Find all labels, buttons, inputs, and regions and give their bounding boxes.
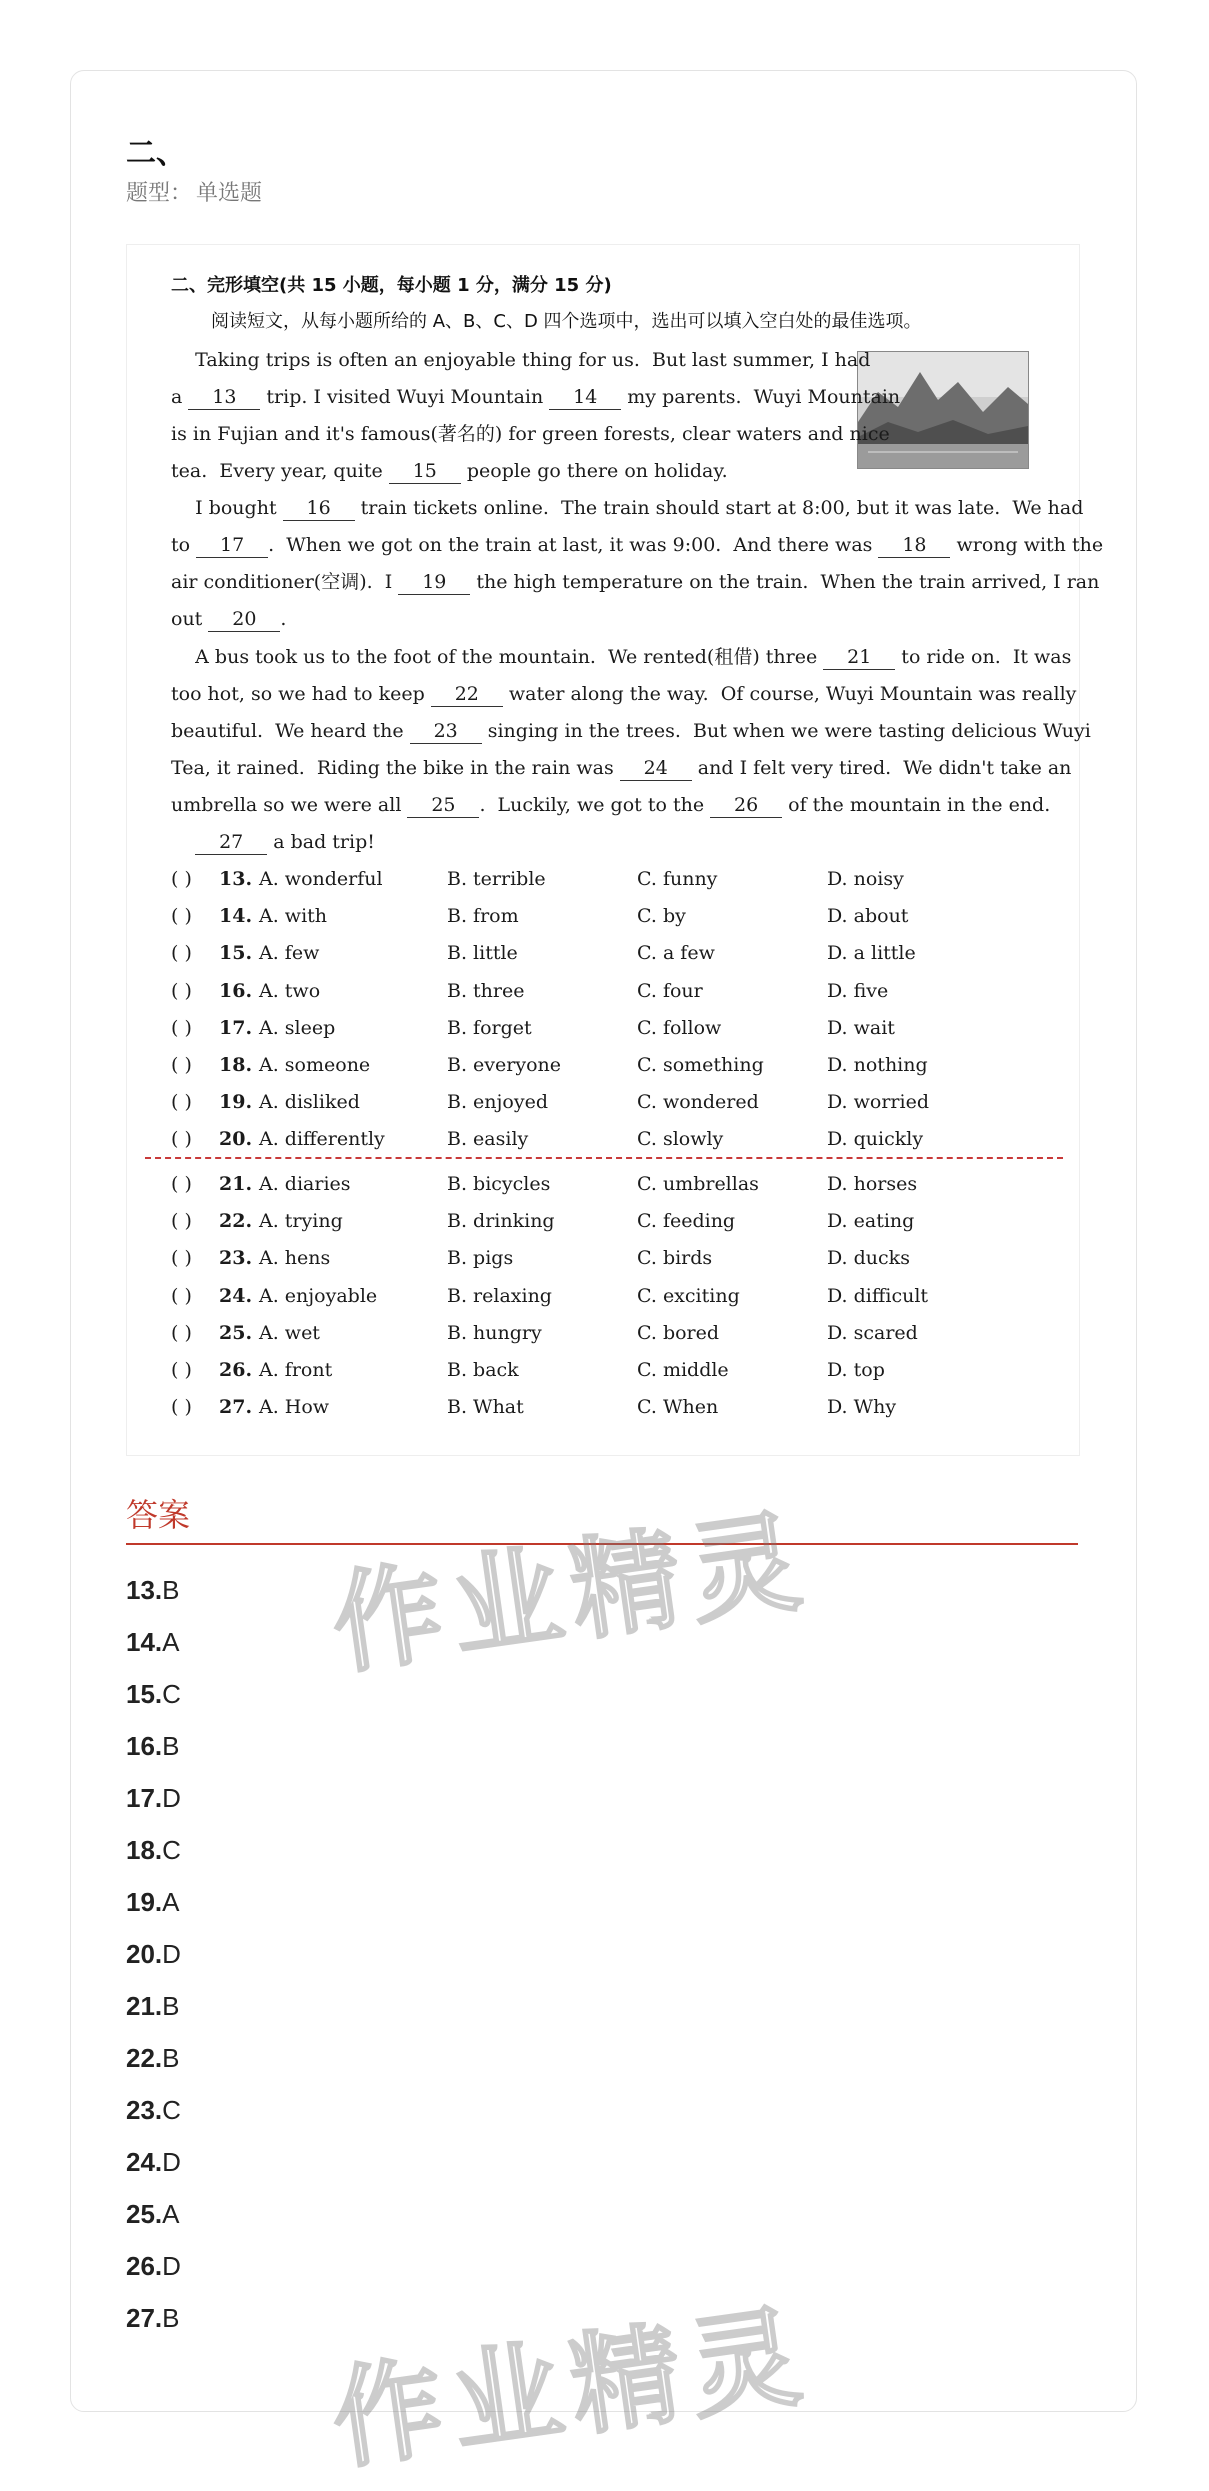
option-d: D. worried xyxy=(827,1091,929,1113)
answer-number: 19. xyxy=(126,1887,163,1917)
option-b: B. pigs xyxy=(447,1247,514,1269)
answer-number: 20. xyxy=(126,1939,163,1969)
answer-item xyxy=(126,2251,181,2282)
answer-item xyxy=(126,1939,181,1970)
passage-line xyxy=(171,459,837,484)
answer-item xyxy=(126,1679,181,1710)
answer-value: D xyxy=(162,2251,181,2281)
option-c: C. a few xyxy=(637,942,715,964)
answer-value: B xyxy=(162,2043,180,2073)
question-number: 13. xyxy=(219,868,253,890)
answer-number: 22. xyxy=(126,2043,163,2073)
answer-item xyxy=(126,1783,181,1814)
blank-26: 26 xyxy=(710,793,782,818)
question-type-value: 单选题 xyxy=(196,181,263,206)
passage-text: to xyxy=(171,534,197,556)
option-b: B. everyone xyxy=(447,1054,561,1076)
blank-20: 20 xyxy=(208,607,280,632)
answer-value: C xyxy=(162,2095,181,2125)
passage-line xyxy=(171,645,1072,670)
passage-line xyxy=(171,348,871,372)
question-number: 20. xyxy=(219,1128,253,1150)
watermark-bottom: 作业精灵 xyxy=(324,2291,818,2485)
answer-number: 24. xyxy=(126,2147,163,2177)
option-b: B. drinking xyxy=(447,1210,555,1232)
option-row-13 xyxy=(171,868,1051,896)
option-a: A. wet xyxy=(259,1322,320,1344)
option-b: B. little xyxy=(447,942,518,964)
option-c: C. umbrellas xyxy=(637,1173,759,1195)
option-a: A. few xyxy=(259,942,320,964)
option-row-22 xyxy=(171,1210,1051,1238)
option-a: A. wonderful xyxy=(259,868,383,890)
option-d: D. nothing xyxy=(827,1054,928,1076)
passage-text: people go there on holiday. xyxy=(460,460,728,482)
option-row-20 xyxy=(171,1128,1051,1156)
option-d: D. about xyxy=(827,905,909,927)
option-d: D. horses xyxy=(827,1173,918,1195)
answer-value: B xyxy=(162,1991,180,2021)
answer-bracket: ( ) xyxy=(171,1322,192,1344)
passage-line xyxy=(171,793,1051,818)
option-row-14 xyxy=(171,905,1051,933)
answer-bracket: ( ) xyxy=(171,1247,192,1269)
option-row-19 xyxy=(171,1091,1051,1119)
option-a: A. sleep xyxy=(259,1017,336,1039)
answer-bracket: ( ) xyxy=(171,868,192,890)
option-row-16 xyxy=(171,980,1051,1008)
passage-text: umbrella so we were all xyxy=(171,794,408,816)
answer-number: 17. xyxy=(126,1783,163,1813)
answer-value: A xyxy=(162,2199,180,2229)
option-row-15 xyxy=(171,942,1051,970)
blank-19: 19 xyxy=(398,570,470,595)
option-d: D. quickly xyxy=(827,1128,924,1150)
answer-number: 27. xyxy=(126,2303,163,2333)
question-number: 27. xyxy=(219,1396,253,1418)
question-number: 25. xyxy=(219,1322,253,1344)
passage-text: singing in the trees. But when we were tasting delicious Wuyi xyxy=(481,720,1091,742)
question-number: 14. xyxy=(219,905,253,927)
question-instruction: 阅读短文，从每小题所给的 A、B、C、D 四个选项中，选出可以填入空白处的最佳选项。 xyxy=(211,311,922,332)
answer-item xyxy=(126,2147,181,2178)
passage-text: A bus took us to the foot of the mountain. We rented(租借) three xyxy=(171,646,824,668)
blank-23: 23 xyxy=(410,719,482,744)
option-a: A. two xyxy=(259,980,321,1002)
answer-value: B xyxy=(162,1575,180,1605)
passage-text: a xyxy=(171,386,189,408)
option-c: C. exciting xyxy=(637,1285,740,1307)
option-b: B. from xyxy=(447,905,519,927)
answer-number: 26. xyxy=(126,2251,163,2281)
passage-text: Tea, it rained. Riding the bike in the rain was xyxy=(171,757,620,779)
answer-value: D xyxy=(162,1783,181,1813)
option-d: D. ducks xyxy=(827,1247,910,1269)
option-d: D. eating xyxy=(827,1210,915,1232)
passage-text: . When we got on the train at last, it was 9:00. And there was xyxy=(268,534,879,556)
answer-bracket: ( ) xyxy=(171,1173,192,1195)
option-c: C. middle xyxy=(637,1359,729,1381)
passage-line xyxy=(171,385,901,410)
blank-14: 14 xyxy=(549,385,621,410)
answer-bracket: ( ) xyxy=(171,905,192,927)
answer-number: 23. xyxy=(126,2095,163,2125)
answer-bracket: ( ) xyxy=(171,1210,192,1232)
option-c: C. slowly xyxy=(637,1128,724,1150)
answer-item xyxy=(126,1835,181,1866)
blank-15: 15 xyxy=(389,459,461,484)
option-a: A. enjoyable xyxy=(259,1285,378,1307)
option-b: B. hungry xyxy=(447,1322,542,1344)
passage-text: Taking trips is often an enjoyable thing for us. But last summer, I had xyxy=(171,349,871,371)
option-d: D. five xyxy=(827,980,889,1002)
answer-number: 21. xyxy=(126,1991,163,2021)
passage-text xyxy=(171,831,195,853)
option-c: C. wondered xyxy=(637,1091,759,1113)
passage-text: . xyxy=(280,608,287,630)
blank-24: 24 xyxy=(620,756,692,781)
passage-text: tea. Every year, quite xyxy=(171,460,389,482)
answer-title: 答案 xyxy=(126,1496,191,1534)
answer-bracket: ( ) xyxy=(171,1285,192,1307)
passage-line xyxy=(171,719,1091,744)
answer-item xyxy=(126,1627,180,1658)
answer-item xyxy=(126,2303,180,2334)
option-c: C. by xyxy=(637,905,686,927)
answer-item xyxy=(126,2095,181,2126)
passage-text: I bought xyxy=(171,497,283,519)
answer-value: D xyxy=(162,1939,181,1969)
answer-number: 16. xyxy=(126,1731,163,1761)
passage-text: out xyxy=(171,608,209,630)
answer-bracket: ( ) xyxy=(171,1396,192,1418)
option-a: A. disliked xyxy=(259,1091,360,1113)
blank-22: 22 xyxy=(431,682,503,707)
answer-item xyxy=(126,1991,180,2022)
option-a: A. differently xyxy=(259,1128,385,1150)
passage-text: air conditioner(空调). I xyxy=(171,571,399,593)
passage-line xyxy=(171,496,1084,521)
passage-text: wrong with the xyxy=(950,534,1104,556)
option-a: A. How xyxy=(259,1396,330,1418)
option-b: B. easily xyxy=(447,1128,529,1150)
option-row-25 xyxy=(171,1322,1051,1350)
question-type xyxy=(126,176,262,207)
question-number: 15. xyxy=(219,942,253,964)
mountain-river-photo-icon xyxy=(857,351,1029,469)
option-c: C. birds xyxy=(637,1247,713,1269)
answer-bracket: ( ) xyxy=(171,1128,192,1150)
option-row-26 xyxy=(171,1359,1051,1387)
option-c: C. When xyxy=(637,1396,719,1418)
answer-item xyxy=(126,1887,180,1918)
passage-text: beautiful. We heard the xyxy=(171,720,410,742)
passage-text: of the mountain in the end. xyxy=(782,794,1051,816)
dashed-divider xyxy=(145,1157,1063,1159)
option-a: A. front xyxy=(259,1359,333,1381)
question-number: 23. xyxy=(219,1247,253,1269)
answer-bracket: ( ) xyxy=(171,980,192,1002)
option-b: B. relaxing xyxy=(447,1285,552,1307)
option-d: D. Why xyxy=(827,1396,897,1418)
passage-text: a bad trip! xyxy=(267,831,375,853)
option-row-17 xyxy=(171,1017,1051,1045)
answer-item xyxy=(126,2199,180,2230)
answer-number: 15. xyxy=(126,1679,163,1709)
blank-25: 25 xyxy=(407,793,479,818)
answer-bracket: ( ) xyxy=(171,942,192,964)
question-number: 22. xyxy=(219,1210,253,1232)
passage-line xyxy=(171,422,890,446)
option-a: A. someone xyxy=(259,1054,371,1076)
answer-number: 14. xyxy=(126,1627,163,1657)
option-b: B. back xyxy=(447,1359,519,1381)
passage-line xyxy=(171,570,1100,595)
option-b: B. enjoyed xyxy=(447,1091,548,1113)
option-d: D. difficult xyxy=(827,1285,929,1307)
question-number: 17. xyxy=(219,1017,253,1039)
answer-value: C xyxy=(162,1679,181,1709)
answer-bracket: ( ) xyxy=(171,1054,192,1076)
answer-item xyxy=(126,1731,180,1762)
option-c: C. bored xyxy=(637,1322,720,1344)
question-number: 19. xyxy=(219,1091,253,1113)
question-heading: 二、完形填空(共 15 小题，每小题 1 分，满分 15 分) xyxy=(171,275,612,296)
answer-bracket: ( ) xyxy=(171,1091,192,1113)
option-row-27 xyxy=(171,1396,1051,1424)
answer-bracket: ( ) xyxy=(171,1359,192,1381)
answer-number: 18. xyxy=(126,1835,163,1865)
question-number: 18. xyxy=(219,1054,253,1076)
option-row-21 xyxy=(171,1173,1051,1201)
option-c: C. funny xyxy=(637,868,718,890)
question-image xyxy=(126,244,1104,1456)
question-number: 24. xyxy=(219,1285,253,1307)
answer-item xyxy=(126,2043,180,2074)
blank-18: 18 xyxy=(878,533,950,558)
option-a: A. with xyxy=(259,905,328,927)
passage-text: train tickets online. The train should start at 8:00, but it was late. We had xyxy=(354,497,1084,519)
answer-value: A xyxy=(162,1887,180,1917)
option-b: B. bicycles xyxy=(447,1173,551,1195)
answer-value: A xyxy=(162,1627,180,1657)
blank-21: 21 xyxy=(823,645,895,670)
answer-value: B xyxy=(162,1731,180,1761)
passage-line xyxy=(171,756,1072,781)
answer-value: B xyxy=(162,2303,180,2333)
option-b: B. What xyxy=(447,1396,524,1418)
passage-text: my parents. Wuyi Mountain xyxy=(621,386,901,408)
answer-bracket: ( ) xyxy=(171,1017,192,1039)
passage-text: too hot, so we had to keep xyxy=(171,683,431,705)
passage-text: the high temperature on the train. When the train arrived, I ran xyxy=(470,571,1100,593)
question-type-label: 题型： xyxy=(126,181,193,206)
passage-text: water along the way. Of course, Wuyi Mountain was really xyxy=(502,683,1077,705)
blank-16: 16 xyxy=(283,496,355,521)
passage-line xyxy=(171,830,1051,855)
option-d: D. top xyxy=(827,1359,885,1381)
passage-text: . Luckily, we got to the xyxy=(479,794,711,816)
question-number: 16. xyxy=(219,980,253,1002)
option-d: D. a little xyxy=(827,942,916,964)
passage-line xyxy=(171,682,1077,707)
option-a: A. trying xyxy=(259,1210,343,1232)
question-number: 26. xyxy=(219,1359,253,1381)
option-c: C. something xyxy=(637,1054,764,1076)
question-number: 21. xyxy=(219,1173,253,1195)
passage-text: trip. I visited Wuyi Mountain xyxy=(260,386,550,408)
option-a: A. hens xyxy=(259,1247,331,1269)
passage-line xyxy=(171,607,1051,632)
section-title: 二、 xyxy=(126,136,186,171)
answer-number: 25. xyxy=(126,2199,163,2229)
passage-line xyxy=(171,533,1104,558)
option-c: C. follow xyxy=(637,1017,722,1039)
blank-27: 27 xyxy=(195,830,267,855)
option-d: D. noisy xyxy=(827,868,904,890)
answer-value: D xyxy=(162,2147,181,2177)
option-d: D. scared xyxy=(827,1322,918,1344)
answer-value: C xyxy=(162,1835,181,1865)
option-c: C. feeding xyxy=(637,1210,736,1232)
option-row-18 xyxy=(171,1054,1051,1082)
option-b: B. three xyxy=(447,980,525,1002)
option-d: D. wait xyxy=(827,1017,895,1039)
option-row-23 xyxy=(171,1247,1051,1275)
passage-text: to ride on. It was xyxy=(895,646,1072,668)
option-a: A. diaries xyxy=(259,1173,351,1195)
passage-text: and I felt very tired. We didn't take an xyxy=(691,757,1072,779)
answer-item xyxy=(126,1575,180,1606)
option-c: C. four xyxy=(637,980,703,1002)
watermark: 作业精灵 xyxy=(324,1496,818,1690)
option-b: B. forget xyxy=(447,1017,532,1039)
answer-number: 13. xyxy=(126,1575,163,1605)
option-b: B. terrible xyxy=(447,868,546,890)
passage-text: is in Fujian and it's famous(著名的) for green forests, clear waters and nice xyxy=(171,423,890,445)
blank-17: 17 xyxy=(196,533,268,558)
blank-13: 13 xyxy=(188,385,260,410)
option-row-24 xyxy=(171,1285,1051,1313)
